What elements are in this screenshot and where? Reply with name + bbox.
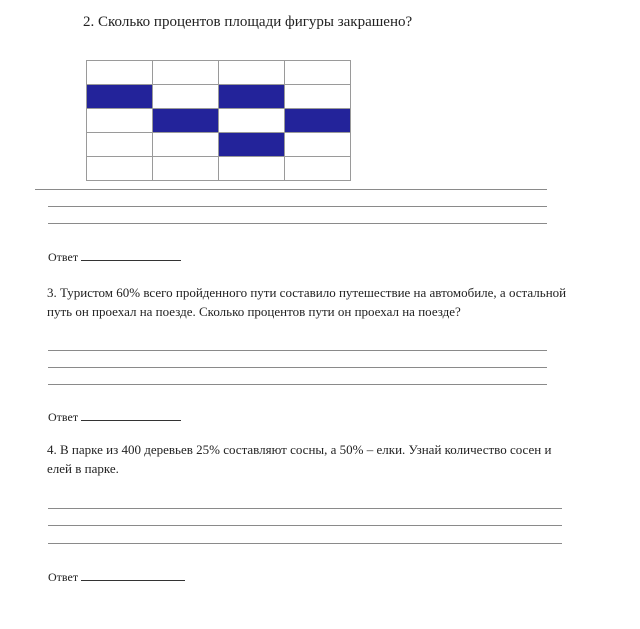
shaded-figure-grid	[86, 60, 351, 181]
grid-cell-filled	[285, 109, 351, 133]
answer-line	[48, 367, 547, 368]
grid-cell-filled	[219, 85, 285, 109]
answer-line	[48, 508, 562, 509]
grid-cell-empty	[87, 61, 153, 85]
grid-cell-empty	[285, 85, 351, 109]
answer-field-q2	[48, 248, 181, 265]
grid-cell-empty	[153, 133, 219, 157]
answer-line	[48, 525, 562, 526]
answer-blank[interactable]	[81, 408, 181, 421]
answer-field-q3	[48, 408, 181, 425]
grid-cell-filled	[219, 133, 285, 157]
answer-line	[48, 384, 547, 385]
grid-cell-empty	[87, 109, 153, 133]
answer-label: Ответ	[48, 410, 79, 424]
grid-cell-filled	[87, 85, 153, 109]
answer-label: Ответ	[48, 570, 79, 584]
answer-blank[interactable]	[81, 248, 181, 261]
question-4-text: 4. В парке из 400 деревьев 25% составляют сосны, а 50% – елки. Узнай количество сосен и елей в парке.	[47, 442, 552, 476]
grid-cell-empty	[219, 157, 285, 181]
grid-row	[87, 109, 351, 133]
answer-line	[48, 543, 562, 544]
answer-line	[35, 189, 547, 190]
grid-row	[87, 61, 351, 85]
grid-cell-empty	[87, 157, 153, 181]
grid-cell-empty	[285, 157, 351, 181]
grid-row	[87, 157, 351, 181]
grid-row	[87, 85, 351, 109]
grid-cell-empty	[285, 61, 351, 85]
grid-cell-empty	[153, 157, 219, 181]
answer-blank[interactable]	[81, 568, 185, 581]
question-2-title: 2. Сколько процентов площади фигуры закрашено?	[83, 14, 413, 30]
grid-cell-empty	[219, 61, 285, 85]
grid-cell-empty	[153, 61, 219, 85]
answer-line	[48, 206, 547, 207]
answer-line	[48, 223, 547, 224]
grid-cell-empty	[285, 133, 351, 157]
grid-cell-empty	[87, 133, 153, 157]
answer-field-q4	[48, 568, 185, 585]
question-3-text: 3. Туристом 60% всего пройденного пути составило путешествие на автомобиле, а остальной путь он проехал на поезде. Сколько процентов пути он проехал на поезде?	[47, 285, 567, 319]
grid-cell-empty	[153, 85, 219, 109]
grid-cell-empty	[219, 109, 285, 133]
answer-label: Ответ	[48, 250, 79, 264]
grid-cell-filled	[153, 109, 219, 133]
grid-row	[87, 133, 351, 157]
answer-line	[48, 350, 547, 351]
